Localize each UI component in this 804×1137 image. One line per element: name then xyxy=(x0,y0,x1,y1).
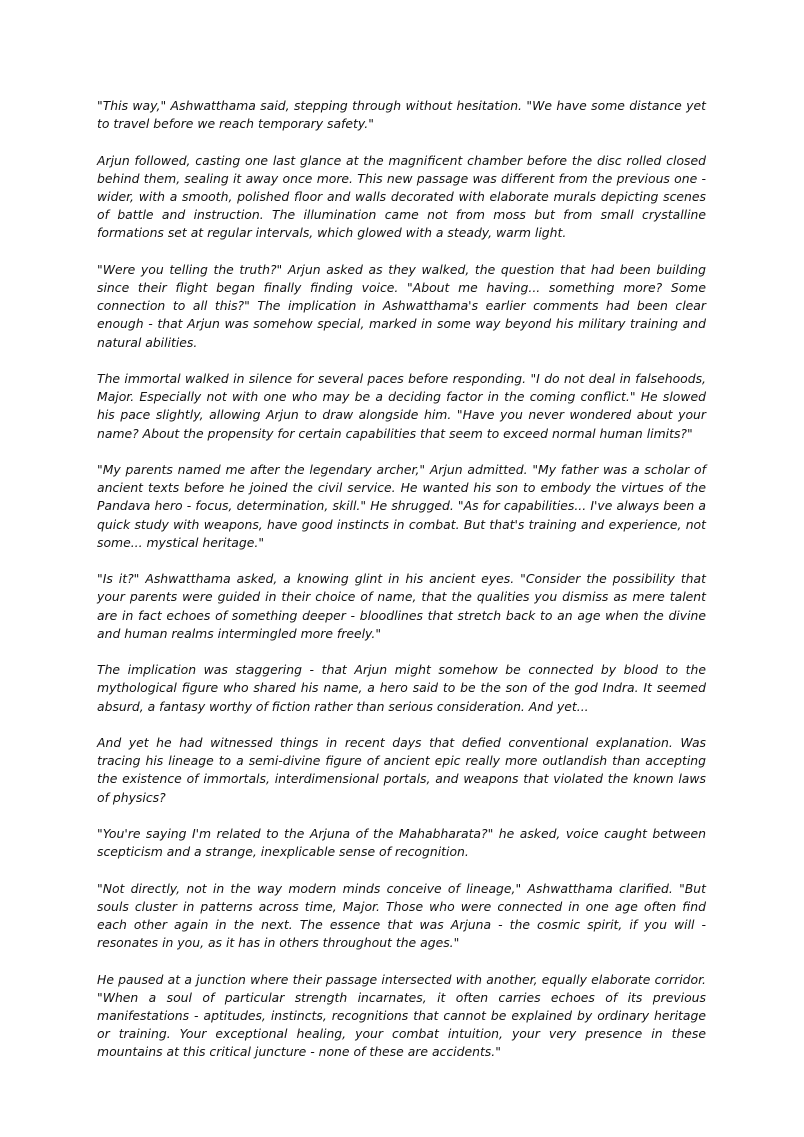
paragraph: "Is it?" Ashwatthama asked, a knowing glint in his ancient eyes. "Consider the possibility that your parents were guided in their choice of name, that the qualities you dismiss as mere talent are in fact echoes of something deeper - bloodlines that stretch back to an age when the divine and human realms intermingled more freely." xyxy=(97,571,706,641)
paragraph: "This way," Ashwatthama said, stepping through without hesitation. "We have some distance yet to travel before we reach temporary safety." xyxy=(97,98,706,132)
paragraph: And yet he had witnessed things in recent days that defied conventional explanation. Was tracing his lineage to a semi-divine figure of ancient epic really more outlandish than accepting the existence of immortals, interdimensional portals, and weapons that violated the known laws of physics? xyxy=(97,735,706,805)
paragraph: "Not directly, not in the way modern minds conceive of lineage," Ashwatthama clarified. "But souls cluster in patterns across time, Major. Those who were connected in one age often find each other again in the next. The essence that was Arjuna - the cosmic spirit, if you will - resonates in you, as it has in others throughout the ages." xyxy=(97,880,706,951)
document-page xyxy=(97,97,706,1080)
paragraph: The implication was staggering - that Arjun might somehow be connected by blood to the mythological figure who shared his name, a hero said to be the son of the god Indra. It seemed absurd, a fantasy worthy of fiction rather than serious consideration. And yet... xyxy=(97,662,706,714)
paragraph: "You're saying I'm related to the Arjuna of the Mahabharata?" he asked, voice caught between scepticism and a strange, inexplicable sense of recognition. xyxy=(97,826,706,860)
paragraph: The immortal walked in silence for several paces before responding. "I do not deal in falsehoods, Major. Especially not with one who may be a deciding factor in the coming conflict." He slowed his pace slightly, allowing Arjun to draw alongside him. "Have you never wondered about your name? About the propensity for certain capabilities that seem to exceed normal human limits?" xyxy=(97,371,706,441)
paragraph: He paused at a junction where their passage intersected with another, equally elaborate corridor. "When a soul of particular strength incarnates, it often carries echoes of its previous manifestations - aptitudes, instincts, recognitions that cannot be explained by ordinary heritage or training. Your exceptional healing, your combat intuition, your very presence in these mountains at this critical juncture - none of these are accidents." xyxy=(97,971,706,1060)
paragraph: Arjun followed, casting one last glance at the magnificent chamber before the disc rolled closed behind them, sealing it away once more. This new passage was different from the previous one - wider, with a smooth, polished floor and walls decorated with elaborate murals depicting scenes of battle and instruction. The illumination came not from moss but from small crystalline formations set at regular intervals, which glowed with a steady, warm light. xyxy=(97,152,706,241)
paragraph: "My parents named me after the legendary archer," Arjun admitted. "My father was a scholar of ancient texts before he joined the civil service. He wanted his son to embody the virtues of the Pandava hero - focus, determination, skill." He shrugged. "As for capabilities... I've always been a quick study with weapons, have good instincts in combat. But that's training and experience, not some... mystical heritage." xyxy=(97,462,706,550)
paragraph: "Were you telling the truth?" Arjun asked as they walked, the question that had been building since their flight began finally finding voice. "About me having... something more? Some connection to all this?" The implication in Ashwatthama's earlier comments had been clear enough - that Arjun was somehow special, marked in some way beyond his military training and natural abilities. xyxy=(97,261,706,350)
